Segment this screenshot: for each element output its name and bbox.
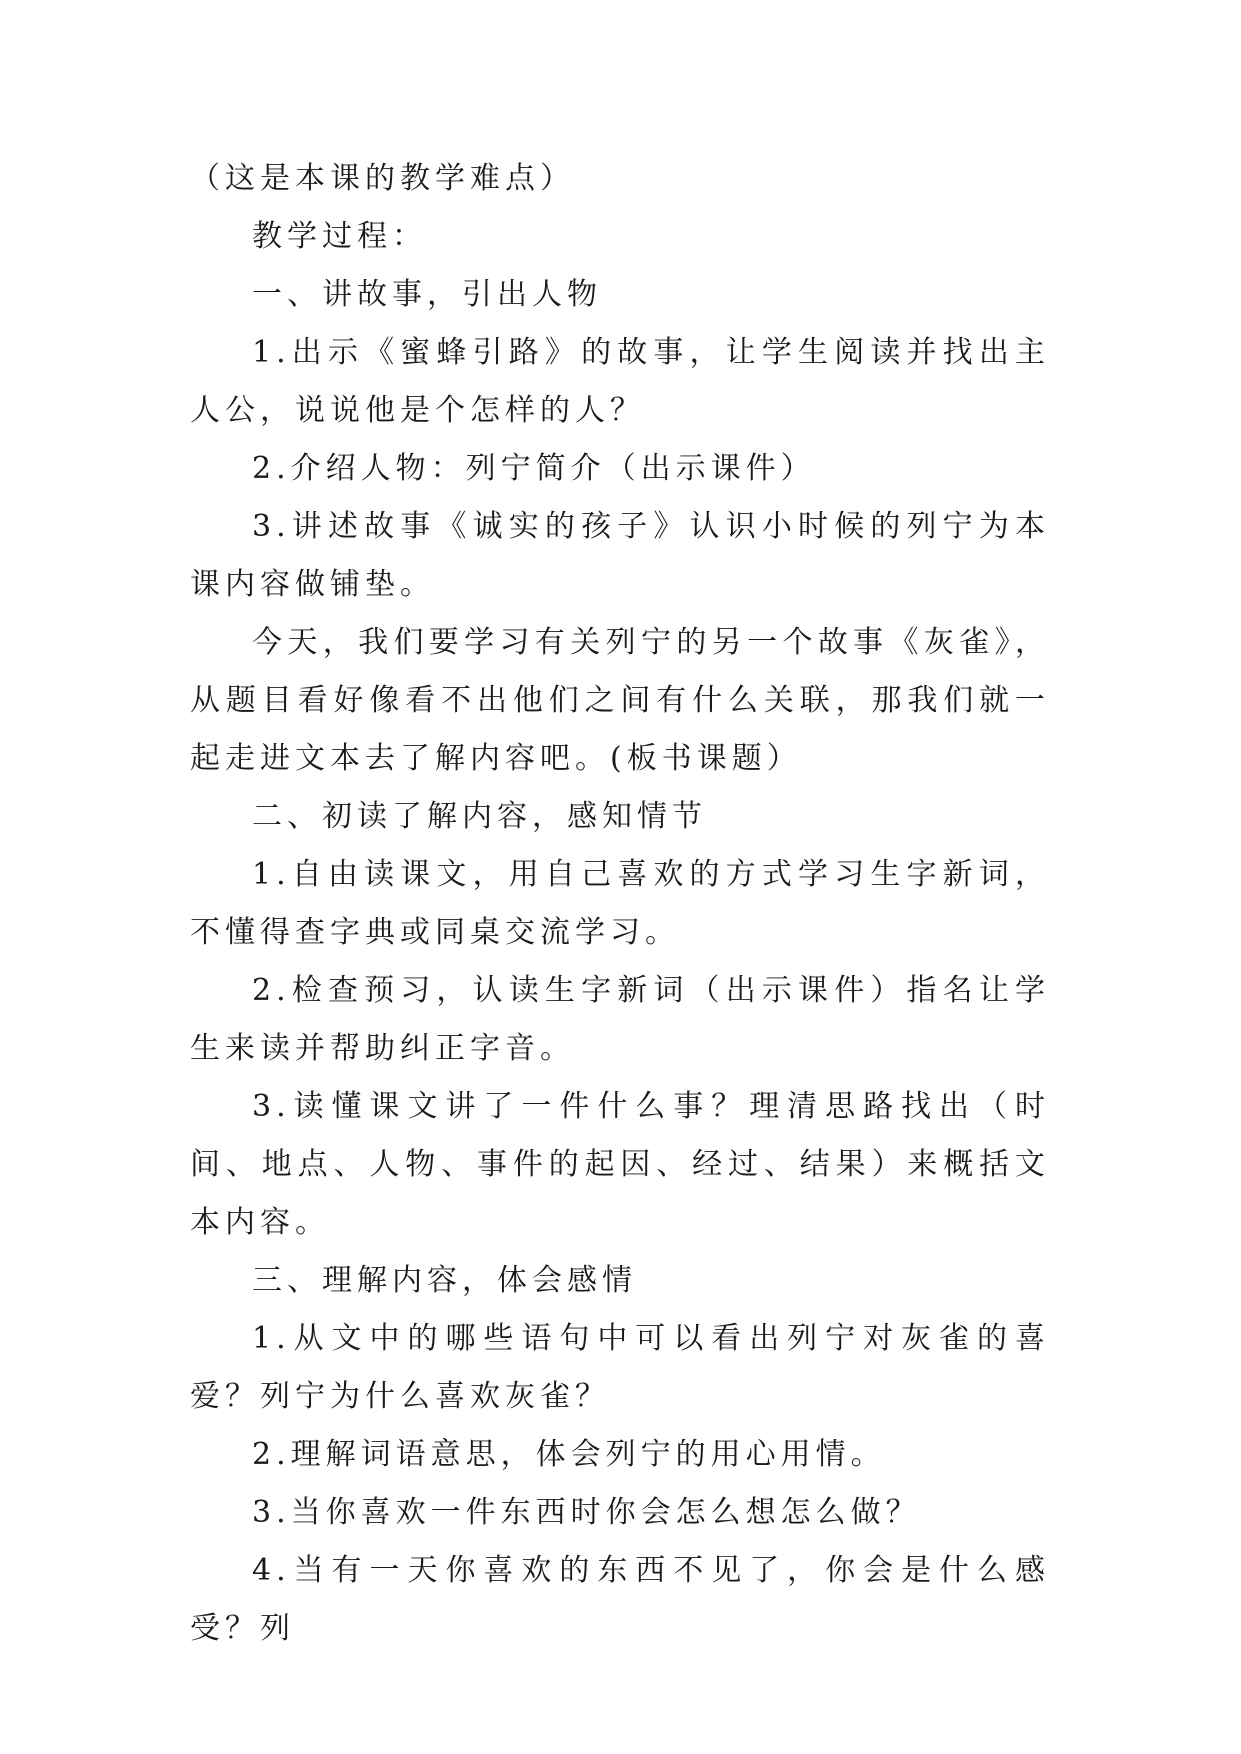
document-body — [190, 150, 1050, 1658]
paragraph-item: 3.讲述故事《诚实的孩子》认识小时候的列宁为本课内容做铺垫。 — [190, 509, 1050, 602]
paragraph-item: 3.读懂课文讲了一件什么事？理清思路找出（时间、地点、人物、事件的起因、经过、结果）来概括文本内容。 — [190, 1089, 1050, 1240]
paragraph-item: 1.出示《蜜蜂引路》的故事，让学生阅读并找出主人公，说说他是个怎样的人？ — [190, 335, 1050, 428]
paragraph-difficulty-note: （这是本课的教学难点） — [190, 161, 575, 196]
paragraph-item: 2.理解词语意思，体会列宁的用心用情。 — [252, 1437, 886, 1472]
section-heading-3: 三、理解内容，体会感情 — [252, 1263, 637, 1298]
section-heading-1: 一、讲故事，引出人物 — [252, 277, 602, 312]
paragraph-item: 4.当有一天你喜欢的东西不见了，你会是什么感受？列 — [190, 1553, 1050, 1646]
paragraph-item: 2.介绍人物：列宁简介（出示课件） — [252, 451, 816, 486]
paragraph-intro: 今天，我们要学习有关列宁的另一个故事《灰雀》，从题目看好像看不出他们之间有什么关联，那我们就一起走进文本去了解内容吧。(板书课题） — [190, 625, 1050, 776]
paragraph-item: 3.当你喜欢一件东西时你会怎么想怎么做？ — [252, 1495, 921, 1530]
paragraph-item: 2.检查预习，认读生字新词（出示课件）指名让学生来读并帮助纠正字音。 — [190, 973, 1050, 1066]
section-heading-2: 二、初读了解内容，感知情节 — [252, 799, 707, 834]
paragraph-item: 1.从文中的哪些语句中可以看出列宁对灰雀的喜爱？列宁为什么喜欢灰雀？ — [190, 1321, 1050, 1414]
heading-teaching-process: 教学过程： — [252, 219, 427, 254]
paragraph-item: 1.自由读课文，用自己喜欢的方式学习生字新词，不懂得查字典或同桌交流学习。 — [190, 857, 1050, 950]
